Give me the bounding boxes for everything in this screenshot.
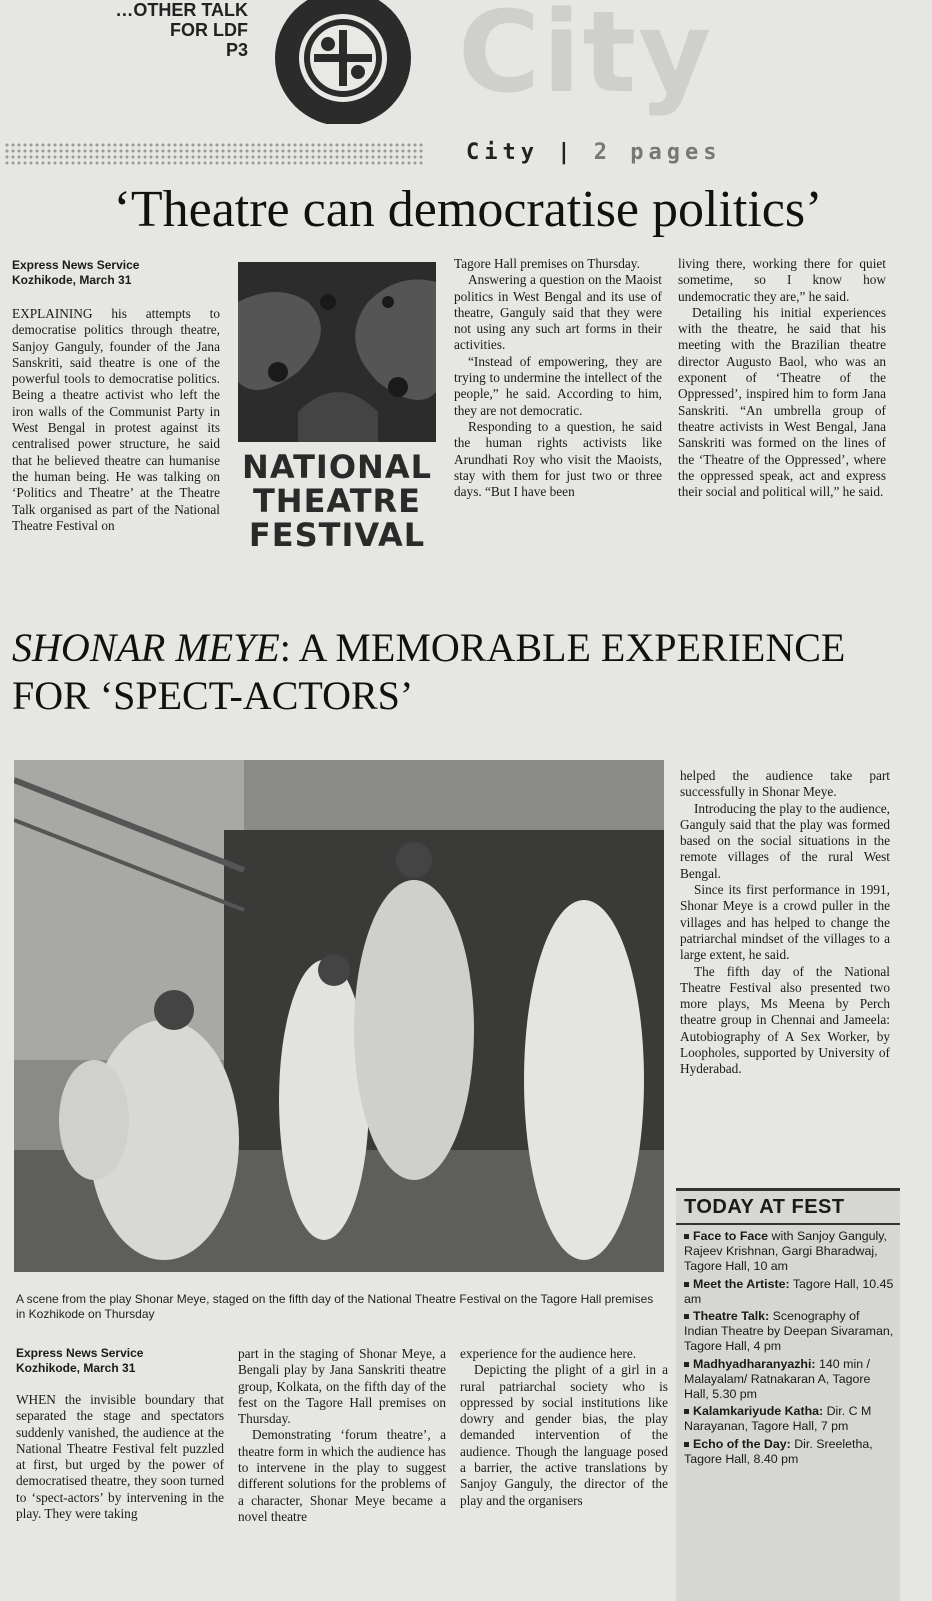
paragraph: Since its first performance in 1991, Shonar Meye is a crowd puller in the villages and has helped to change the patriarchal mindset of the villages to a large extent, he said. [680,882,890,963]
paragraph: experience for the audience here. [460,1346,637,1361]
article1-column-2 [454,256,662,500]
fest-event-label: Face to Face [693,1229,769,1243]
headline-rest: : A MEMORABLE EXPERIENCE FOR ‘SPECT-ACTORS’ [12,625,846,718]
paragraph: Tagore Hall premises on Thursday. [454,256,640,271]
fest-event-item [684,1229,894,1275]
photo-caption: A scene from the play Shonar Meye, staged on the fifth day of the National Theatre Festival on the Tagore Hall premises in Kozhikode on Thursday [16,1292,654,1321]
paragraph: Demonstrating ‘forum theatre’, a theatre form in which the audience has to intervene in the play to suggest different solutions for the problems of a character, Shonar Meye became a novel theatre [238,1427,446,1524]
today-at-fest-list [676,1225,900,1467]
fest-event-detail: Dir. Sreeletha, Tagore Hall, 8.40 pm [684,1436,873,1466]
today-at-fest-box [676,1188,900,1601]
fest-event-detail: Dir. C M Narayanan, Tagore Hall, 7 pm [684,1404,872,1434]
article1-column-1 [12,306,220,534]
paragraph: Answering a question on the Maoist politics in West Bengal and its use of theatre, Ganguly said that they were not using any such art forms in their activities. [454,272,662,353]
fest-event-item [684,1437,894,1467]
fest-event-label: Theatre Talk: [693,1309,770,1324]
fest-event-label: Madhyadharanyazhi: [693,1356,816,1371]
bullet-icon [684,1234,689,1239]
headline-play-title: SHONAR MEYE [12,625,280,670]
article2-column-2 [238,1346,446,1525]
fest-event-label: Kalamkariyude Katha: [693,1404,824,1419]
bullet-icon [684,1362,689,1367]
article1-byline [12,258,222,288]
section-pages: 2 pages [593,140,722,165]
article1-headline: ‘Theatre can democratise politics’ [113,181,823,238]
bullet-icon [684,1282,689,1287]
byline-agency: Express News Service [16,1346,144,1360]
battlefield-kuttiadi-seal-icon [268,0,418,124]
national-theatre-festival-logo [238,262,436,592]
article1-column-3 [678,256,886,500]
paragraph: living there, working there for quiet sometime, so I know how undemocratic they are,” he said. [678,256,886,304]
article2-headline [12,624,912,720]
paragraph: “Instead of empowering, they are trying to undermine the intellect of the people,” he said. According to him, they are not democratic. [454,353,662,418]
fest-event-item [684,1404,894,1434]
fest-event-detail: Scenography of Indian Theatre by Deepan Sivaraman, Tagore Hall, 4 pm [684,1309,894,1354]
fest-event-item [684,1309,894,1355]
bullet-icon [684,1314,689,1319]
paragraph: EXPLAINING his attempts to democratise politics through theatre, Sanjoy Ganguly, founder of the Jana Sanskriti, said theatre is one of the powerful tools to democratise politics. Being a theatre activist who left the iron walls of the Communist Party in West Bengal in protest against its centralised power structure, he said that he believed theatre can humanise the human being. He was talking on ‘Politics and Theatre’ at the Theatre Talk organised as part of the National Theatre Festival on [12,306,220,533]
bullet-icon [684,1442,689,1447]
fest-event-item [684,1357,894,1403]
section-separator: | [557,140,576,165]
paragraph: Responding to a question, he said the human rights activists like Arundhati Roy who visit the Maoists, stay with them for just two or three days. “But I have been [454,418,662,500]
byline-agency: Express News Service [12,258,140,272]
fest-event-label: Echo of the Day: [693,1436,791,1451]
byline-place: Kozhikode, March 31 [16,1361,136,1375]
section-label [466,140,721,165]
today-at-fest-title: TODAY AT FEST [676,1191,900,1225]
corner-teaser [108,0,248,60]
shonar-meye-performance-photo [14,760,664,1272]
logo-line: FESTIVAL [248,516,426,554]
corner-teaser-line: FOR LDF [170,20,248,40]
article2-column-1 [16,1392,224,1522]
dotted-rule [4,142,424,166]
article2-column-right [680,768,890,1078]
fest-event-detail: Tagore Hall, 10.45 am [684,1276,894,1306]
bullet-icon [684,1409,689,1414]
paragraph: Depicting the plight of a girl in a rural patriarchal society who is oppressed by social institutions like dowry and gender bias, the play demanded intervention of the audience. Though the language posed a barrier, the active translations by Sanjoy Ganguly, the director of the play and the organisers [460,1362,668,1508]
fest-event-detail: with Sanjoy Ganguly, Rajeev Krishnan, Gargi Bharadwaj, Tagore Hall, 10 am [684,1229,887,1274]
fest-event-detail: 140 min / Malayalam/ Ratnakaran A, Tagore Hall, 5.30 pm [684,1356,871,1402]
article2-column-3 [460,1346,668,1509]
paragraph: Introducing the play to the audience, Ganguly said that the play was formed based on the social situations in the remote villages of the rural West Bengal. [680,800,890,881]
article2-byline [16,1346,226,1376]
corner-teaser-page: P3 [225,40,248,60]
section-watermark: City [458,0,714,118]
corner-teaser-line: …OTHER TALK [115,0,248,20]
paragraph: part in the staging of Shonar Meye, a Bengali play by Jana Sanskriti theatre group, Kolkata, on the fifth day of the fest on the Tagore Hall premises on Thursday. [238,1346,446,1427]
festival-logo-art [238,262,436,442]
fest-event-label: Meet the Artiste: [693,1276,790,1291]
fest-event-item [684,1277,894,1307]
byline-place: Kozhikode, March 31 [12,273,132,287]
paragraph: The fifth day of the National Theatre Festival also presented two more plays, Ms Meena by Perch theatre group in Chennai and Jameela: Autobiography of A Sex Worker, by Loopholes, supported by University of Hyderabad. [680,963,890,1077]
logo-line: NATIONAL [242,448,432,486]
logo-line: THEATRE [252,482,422,520]
paragraph: WHEN the invisible boundary that separated the stage and spectators suddenly vanished, the audience at the National Theatre Festival felt puzzled at first, but urged by the power of democratised theatre, they soon turned to ‘spect-actors’ by intervening in the play. They were taking [16,1392,224,1522]
section-name: City [466,140,539,165]
paragraph: Detailing his initial experiences with the theatre, he said that his meeting with the Brazilian theatre director Augusto Baol, who was an exponent of ‘Theatre of the Oppressed’, inspired him to form Jana Sanskriti. “An umbrella group of theatre activists in West Bengal, Jana Sanskriti was formed on the lines of the ‘Theatre of the Oppressed’, where the oppressed speak, act and express their social and political will,” he said. [678,304,886,500]
paragraph: helped the audience take part successfully in Shonar Meye. [680,768,890,800]
